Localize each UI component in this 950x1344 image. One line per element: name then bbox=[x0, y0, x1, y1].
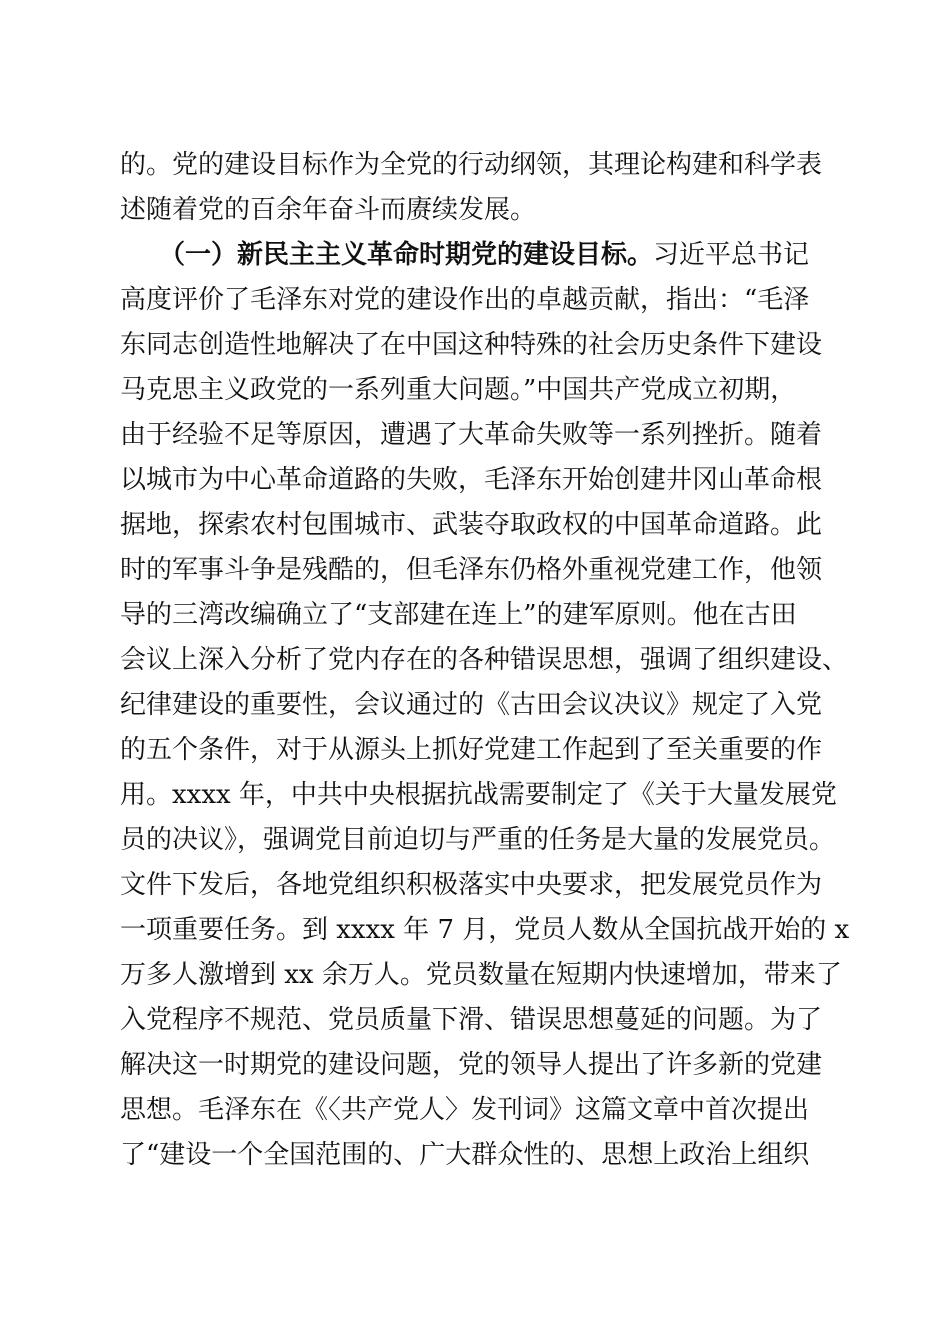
section-heading: （一）新民主主义革命时期党的建设目标。 bbox=[172, 240, 654, 270]
text-line: 入党程序不规范、党员质量下滑、错误思想蔓延的问题。为了 bbox=[120, 1005, 823, 1035]
text-line: 据地，探索农村包围城市、武装夺取政权的中国革命道路。此 bbox=[120, 510, 823, 540]
heading-indent bbox=[120, 240, 172, 270]
text-line: 马克思主义政党的一系列重大问题。”中国共产党成立初期， bbox=[120, 375, 797, 405]
text-line: 解决这一时期党的建设问题，党的领导人提出了许多新的党建 bbox=[120, 1050, 823, 1080]
body-text bbox=[120, 143, 850, 1178]
text-line: 一项重要任务。到 xxxx 年 7 月，党员人数从全国抗战开始的 x bbox=[120, 915, 850, 945]
text-line: 了“建设一个全国范围的、广大群众性的、思想上政治上组织 bbox=[120, 1140, 810, 1170]
text-line: 高度评价了毛泽东对党的建设作出的卓越贡献，指出：“毛泽 bbox=[120, 285, 810, 315]
text-line: 纪律建设的重要性，会议通过的《古田会议决议》规定了入党 bbox=[120, 690, 823, 720]
text-line: 用。xxxx 年，中共中央根据抗战需要制定了《关于大量发展党 bbox=[120, 780, 837, 810]
text-line: 的。党的建设目标作为全党的行动纲领，其理论构建和科学表 bbox=[120, 150, 823, 180]
text-line: 万多人激增到 xx 余万人。党员数量在短期内快速增加，带来了 bbox=[120, 960, 842, 990]
text-line: 时的军事斗争是残酷的，但毛泽东仍格外重视党建工作，他领 bbox=[120, 555, 823, 585]
text-line: 以城市为中心革命道路的失败，毛泽东开始创建井冈山革命根 bbox=[120, 465, 823, 495]
text-line: 东同志创造性地解决了在中国这种特殊的社会历史条件下建设 bbox=[120, 330, 823, 360]
text-line: 的五个条件，对于从源头上抓好党建工作起到了至关重要的作 bbox=[120, 735, 823, 765]
text-line: 文件下发后，各地党组织积极落实中央要求，把发展党员作为 bbox=[120, 870, 823, 900]
section-heading-line bbox=[120, 233, 830, 278]
text-line: 会议上深入分析了党内存在的各种错误思想，强调了组织建设、 bbox=[120, 645, 849, 675]
text-line: 导的三湾改编确立了“支部建在连上”的建军原则。他在古田 bbox=[120, 600, 797, 630]
text-line: 员的决议》，强调党目前迫切与严重的任务是大量的发展党员。 bbox=[120, 825, 836, 855]
text-line: 思想。毛泽东在《〈共产党人〉发刊词》这篇文章中首次提出 bbox=[120, 1095, 810, 1125]
text-line: 述随着党的百余年奋斗而赓续发展。 bbox=[120, 195, 537, 225]
heading-line-rest: 习近平总书记 bbox=[653, 240, 810, 270]
text-line: 由于经验不足等原因，遭遇了大革命失败等一系列挫折。随着 bbox=[120, 420, 823, 450]
